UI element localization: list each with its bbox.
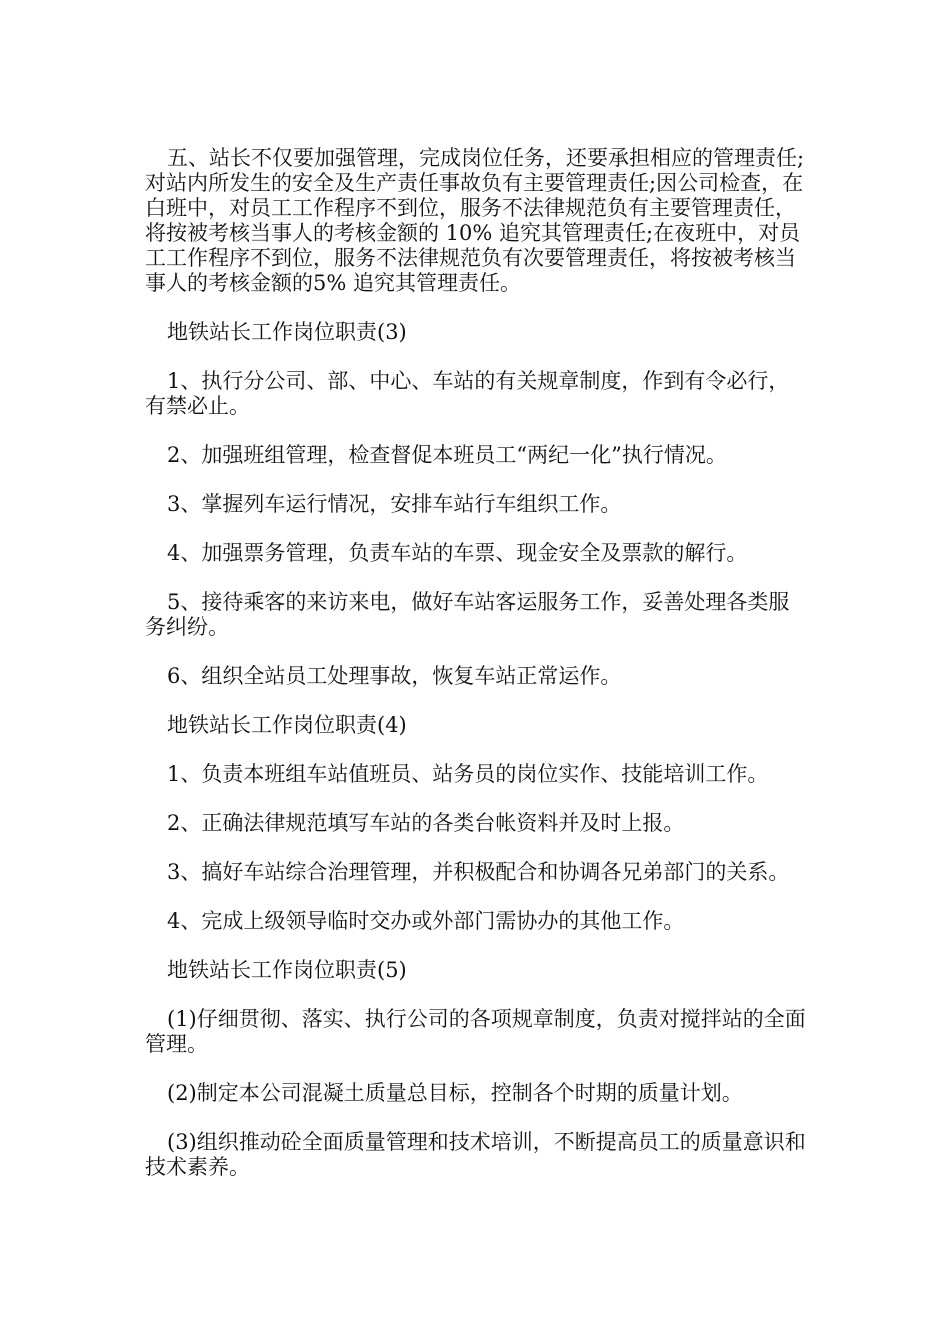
section-heading-3: 地铁站长工作岗位职责(3) (167, 320, 407, 344)
duty-item-3-1: 1、执行分公司、部、中心、车站的有关规章制度，作到有令必行，有禁必止。 (145, 369, 790, 418)
paragraph-station-master-duty-5: 五、站长不仅要加强管理，完成岗位任务，还要承担相应的管理责任;对站内所发生的安全及生产责任事故负有主要管理责任;因公司检查，在白班中，对员工工作程序不到位，服务不法律规范负有主要管理责任，将按被考核当事人的考核金额的 10% 追究其管理责任;在夜班中，对员工工作程序不到位，服务不法律规范负有次要管理责任，将按被考核当事人的考核金额的5% 追究其管理责任。 (145, 146, 805, 295)
duty-item-5-2: (2)制定本公司混凝土质量总目标，控制各个时期的质量计划。 (167, 1081, 743, 1105)
duty-item-3-3: 3、掌握列车运行情况，安排车站行车组织工作。 (167, 492, 622, 516)
duty-item-4-4: 4、完成上级领导临时交办或外部门需协办的其他工作。 (167, 909, 685, 933)
document-body (145, 146, 809, 1204)
duty-item-5-1: (1)仔细贯彻、落实、执行公司的各项规章制度，负责对搅拌站的全面管理。 (145, 1007, 806, 1056)
section-heading-5: 地铁站长工作岗位职责(5) (167, 958, 407, 982)
duty-item-3-4: 4、加强票务管理，负责车站的车票、现金安全及票款的解行。 (167, 541, 748, 565)
section-heading-4: 地铁站长工作岗位职责(4) (167, 713, 407, 737)
duty-item-4-1: 1、负责本班组车站值班员、站务员的岗位实作、技能培训工作。 (167, 762, 769, 786)
duty-item-5-3: (3)组织推动砼全面质量管理和技术培训，不断提高员工的质量意识和技术素养。 (145, 1130, 806, 1179)
duty-item-4-2: 2、正确法律规范填写车站的各类台帐资料并及时上报。 (167, 811, 685, 835)
duty-item-3-2: 2、加强班组管理，检查督促本班员工“两纪一化”执行情况。 (167, 443, 727, 467)
duty-item-4-3: 3、搞好车站综合治理管理，并积极配合和协调各兄弟部门的关系。 (167, 860, 790, 884)
duty-item-3-6: 6、组织全站员工处理事故，恢复车站正常运作。 (167, 664, 622, 688)
duty-item-3-5: 5、接待乘客的来访来电，做好车站客运服务工作，妥善处理各类服务纠纷。 (145, 590, 790, 639)
